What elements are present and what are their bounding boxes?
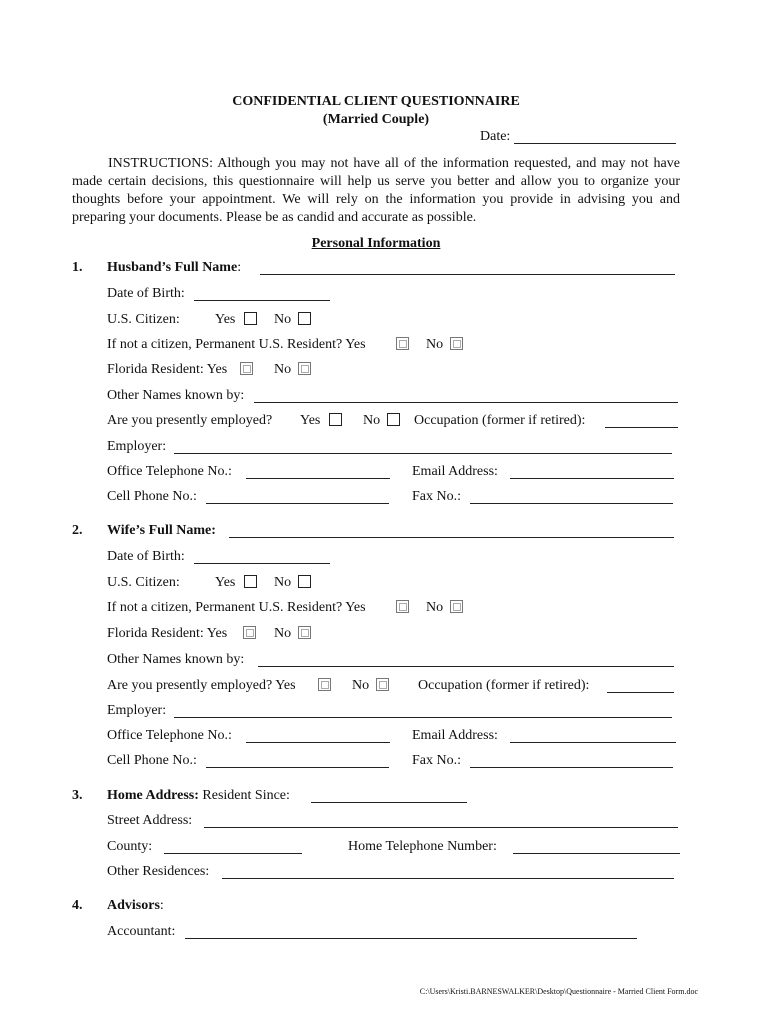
- wife-florida-yes-checkbox[interactable]: [243, 626, 256, 639]
- wife-florida-no-checkbox[interactable]: [298, 626, 311, 639]
- wife-citizen-no-checkbox[interactable]: [298, 575, 311, 588]
- wife-employer-field[interactable]: [174, 717, 672, 718]
- husband-office-phone-label: Office Telephone No.:: [107, 464, 232, 479]
- husband-florida-no-label: No: [274, 362, 292, 377]
- section-heading: Personal Information: [311, 236, 441, 251]
- wife-citizen-label: U.S. Citizen:: [107, 575, 180, 590]
- husband-dob-label: Date of Birth:: [107, 286, 185, 301]
- county-field[interactable]: [164, 853, 302, 854]
- wife-florida-label: Florida Resident: Yes: [107, 626, 228, 641]
- home-phone-label: Home Telephone Number:: [348, 839, 497, 854]
- wife-name-label: Wife’s Full Name:: [107, 523, 216, 538]
- wife-dob-label: Date of Birth:: [107, 549, 185, 564]
- wife-fax-label: Fax No.:: [412, 753, 461, 768]
- resident-since-field[interactable]: [311, 802, 467, 803]
- wife-resident-no-checkbox[interactable]: [450, 600, 463, 613]
- husband-fax-label: Fax No.:: [412, 489, 461, 504]
- wife-dob-field[interactable]: [194, 563, 330, 564]
- wife-office-phone-field[interactable]: [246, 742, 390, 743]
- husband-florida-label: Florida Resident: Yes: [107, 362, 228, 377]
- husband-name-label: Husband’s Full Name:: [107, 260, 242, 275]
- wife-office-phone-label: Office Telephone No.:: [107, 728, 232, 743]
- husband-occupation-field[interactable]: [605, 427, 678, 428]
- husband-citizen-no-label: No: [274, 312, 292, 327]
- husband-employed-no-label: No: [363, 413, 381, 428]
- husband-resident-no-label: No: [426, 337, 444, 352]
- husband-other-names-label: Other Names known by:: [107, 388, 245, 403]
- husband-employed-yes-label: Yes: [300, 413, 321, 428]
- husband-dob-field[interactable]: [194, 300, 330, 301]
- wife-citizen-no-label: No: [274, 575, 292, 590]
- wife-occupation-label: Occupation (former if retired):: [418, 678, 590, 693]
- wife-resident-label: If not a citizen, Permanent U.S. Resident? Yes: [107, 600, 366, 615]
- husband-resident-yes-checkbox[interactable]: [396, 337, 409, 350]
- wife-name-field[interactable]: [229, 537, 674, 538]
- wife-employed-yes-checkbox[interactable]: [318, 678, 331, 691]
- wife-cell-field[interactable]: [206, 767, 389, 768]
- husband-fax-field[interactable]: [470, 503, 673, 504]
- husband-occupation-label: Occupation (former if retired):: [414, 413, 586, 428]
- husband-cell-label: Cell Phone No.:: [107, 489, 197, 504]
- wife-resident-no-label: No: [426, 600, 444, 615]
- husband-employer-label: Employer:: [107, 439, 167, 454]
- street-address-field[interactable]: [204, 827, 678, 828]
- other-residences-label: Other Residences:: [107, 864, 210, 879]
- footer-file-path: C:\Users\Kristi.BARNESWALKER\Desktop\Questionnaire - Married Client Form.doc: [419, 987, 698, 996]
- husband-office-phone-field[interactable]: [246, 478, 390, 479]
- item-number-3: 3.: [72, 788, 83, 803]
- husband-florida-no-checkbox[interactable]: [298, 362, 311, 375]
- date-label: Date:: [480, 129, 511, 144]
- home-phone-field[interactable]: [513, 853, 680, 854]
- wife-other-names-label: Other Names known by:: [107, 652, 245, 667]
- other-residences-field[interactable]: [222, 878, 674, 879]
- wife-florida-no-label: No: [274, 626, 292, 641]
- husband-email-field[interactable]: [510, 478, 674, 479]
- wife-email-field[interactable]: [510, 742, 676, 743]
- husband-citizen-no-checkbox[interactable]: [298, 312, 311, 325]
- wife-citizen-yes-label: Yes: [215, 575, 236, 590]
- instructions: INSTRUCTIONS: Although you may not have all of the information requested, and may not have made certain decisions, this questionnaire will help us serve you better and allow you to organize your thoughts before your appointment. We will rely on the information you provide in advising you and preparing your documents. Please be as candid and accurate as possible.: [72, 156, 680, 225]
- date-field[interactable]: [514, 143, 676, 144]
- item-number-1: 1.: [72, 260, 83, 275]
- husband-citizen-yes-label: Yes: [215, 312, 236, 327]
- wife-other-names-field[interactable]: [258, 666, 674, 667]
- form-title: CONFIDENTIAL CLIENT QUESTIONNAIRE: [232, 94, 520, 109]
- wife-employed-no-checkbox[interactable]: [376, 678, 389, 691]
- street-address-label: Street Address:: [107, 813, 193, 828]
- accountant-label: Accountant:: [107, 924, 176, 939]
- husband-name-field[interactable]: [260, 274, 675, 275]
- home-address-heading: Home Address: Resident Since:: [107, 788, 290, 803]
- husband-employed-yes-checkbox[interactable]: [329, 413, 342, 426]
- wife-employed-no-label: No: [352, 678, 370, 693]
- item-number-4: 4.: [72, 898, 83, 913]
- item-number-2: 2.: [72, 523, 83, 538]
- advisors-heading: Advisors:: [107, 898, 164, 913]
- husband-other-names-field[interactable]: [254, 402, 678, 403]
- husband-resident-no-checkbox[interactable]: [450, 337, 463, 350]
- husband-employed-no-checkbox[interactable]: [387, 413, 400, 426]
- husband-email-label: Email Address:: [412, 464, 498, 479]
- wife-resident-yes-checkbox[interactable]: [396, 600, 409, 613]
- wife-occupation-field[interactable]: [607, 692, 674, 693]
- wife-employed-label: Are you presently employed? Yes: [107, 678, 296, 693]
- husband-citizen-label: U.S. Citizen:: [107, 312, 180, 327]
- wife-citizen-yes-checkbox[interactable]: [244, 575, 257, 588]
- wife-fax-field[interactable]: [470, 767, 673, 768]
- husband-employed-label: Are you presently employed?: [107, 413, 273, 428]
- wife-cell-label: Cell Phone No.:: [107, 753, 197, 768]
- husband-florida-yes-checkbox[interactable]: [240, 362, 253, 375]
- husband-employer-field[interactable]: [174, 453, 672, 454]
- form-subtitle: (Married Couple): [322, 112, 430, 127]
- husband-resident-label: If not a citizen, Permanent U.S. Resident? Yes: [107, 337, 366, 352]
- accountant-field[interactable]: [185, 938, 637, 939]
- husband-citizen-yes-checkbox[interactable]: [244, 312, 257, 325]
- wife-email-label: Email Address:: [412, 728, 498, 743]
- husband-cell-field[interactable]: [206, 503, 389, 504]
- county-label: County:: [107, 839, 153, 854]
- wife-employer-label: Employer:: [107, 703, 167, 718]
